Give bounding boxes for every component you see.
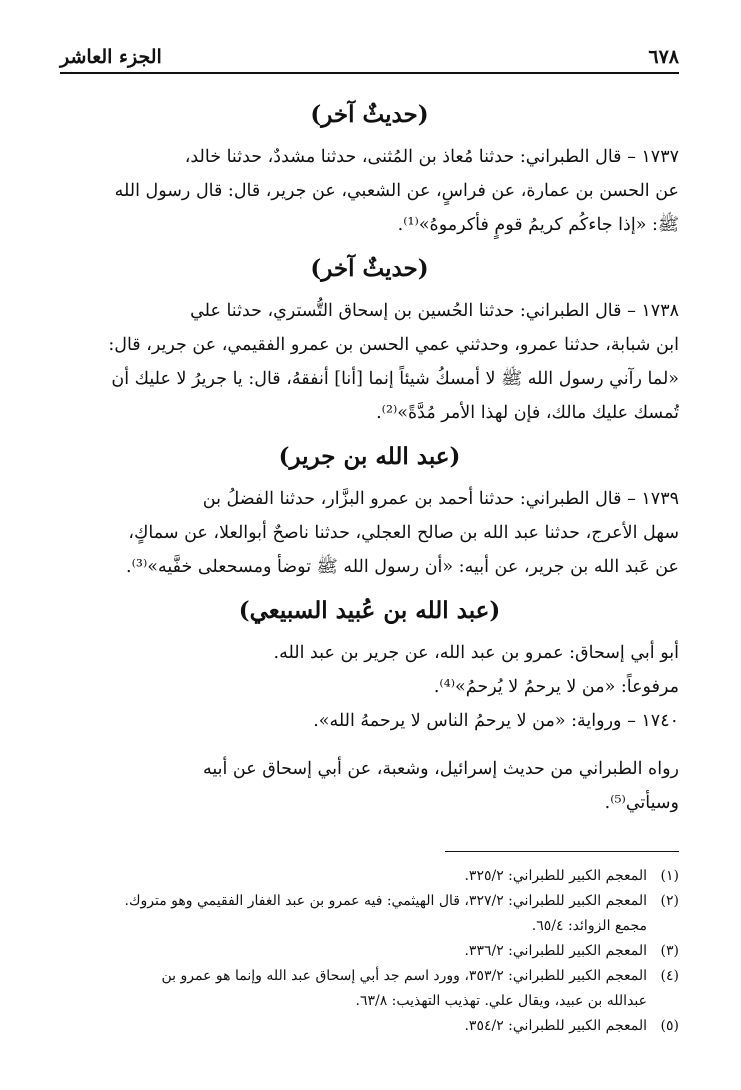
section-heading: (حديثٌ آخر) <box>310 254 429 282</box>
section-heading: (عبد الله بن جرير) <box>278 442 461 470</box>
hadith-line: ١٧٤٠ – ورواية: «من لا يرحمُ الناس لا يرحمهُ الله». <box>313 710 679 731</box>
narration-line: وسيأتي⁽⁵⁾. <box>604 792 679 813</box>
footnote <box>60 1014 679 1039</box>
volume-title: الجزء العاشر <box>60 46 162 68</box>
footnote-text: المعجم الكبير للطبراني: ٣٥٤/٢. <box>464 1018 647 1034</box>
hadith-line: ﷺ: «إذا جاءكُم كريمُ قومٍ فأكرموهُ»⁽¹⁾. <box>397 214 679 235</box>
narration-note <box>60 752 679 820</box>
section-heading: (عبد الله بن عُبيد السبيعي) <box>238 596 501 624</box>
hadith-line: ١٧٣٧ – قال الطبراني: حدثنا مُعاذ بن المُثنى، حدثنا مشددٌ، حدثنا خالد، <box>184 146 679 167</box>
footnote <box>60 914 679 939</box>
footnote-text: عبدالله بن عبيد، ويقال علي. تهذيب التهذيب: ٦٣/٨. <box>355 993 647 1009</box>
hadith-line: ابن شبابة، حدثنا عمرو، وحدثني عمي الحسن بن عمرو الفقيمي، عن جرير، قال: <box>108 334 679 355</box>
hadith-line: «لما رآني رسول الله ﷺ لا أمسكُ شيئاً إنما [أنا] أنفقهُ، قال: يا جريرُ لا عليك أن <box>111 368 679 389</box>
header-rule <box>60 72 679 74</box>
footnote <box>60 864 679 889</box>
narration-line: أبو أبي إسحاق: عمرو بن عبد الله، عن جرير بن عبد الله. <box>273 642 679 663</box>
hadith-line: ١٧٣٨ – قال الطبراني: حدثنا الحُسين بن إسحاق التُّستري، حدثنا علي <box>190 300 679 321</box>
section-hadith-1737 <box>60 100 679 242</box>
footnotes <box>60 864 679 1039</box>
footnote-text: المعجم الكبير للطبراني: ٣٣٦/٢. <box>464 943 647 959</box>
hadith-line: تُمسك عليك مالك، فإن لهذا الأمر مُدَّةً»⁽²⁾. <box>376 402 679 423</box>
footnote <box>60 889 679 914</box>
footnote-number <box>657 989 679 1014</box>
section-hadith-1738 <box>60 254 679 430</box>
hadith-line: عن الحسن بن عمارة، عن فراسٍ، عن الشعبي، عن جرير، قال: قال رسول الله <box>114 180 679 201</box>
section-hadith-1739 <box>60 442 679 584</box>
footnote-text: المعجم الكبير للطبراني: ٣٥٣/٢، وورد اسم جد أبي إسحاق عبد الله وإنما هو عمرو بن <box>161 968 647 984</box>
section-abdullah-ubaid <box>60 596 679 820</box>
running-header <box>60 32 679 68</box>
footnote-number: (٢) <box>660 893 679 909</box>
footnote-text: مجمع الزوائد: ٦٥/٤. <box>531 918 647 934</box>
footnote-number: (٤) <box>660 968 679 984</box>
narration-line: رواه الطبراني من حديث إسرائيل، وشعبة، عن أبي إسحاق عن أبيه <box>202 758 679 779</box>
footnote <box>60 989 679 1014</box>
footnote-number: (٥) <box>660 1018 679 1034</box>
section-heading: (حديثٌ آخر) <box>310 101 429 128</box>
footnote-text: المعجم الكبير للطبراني: ٣٢٥/٢. <box>464 868 647 884</box>
footnote-rule <box>445 851 679 852</box>
footnote-number <box>657 914 679 939</box>
footnote <box>60 939 679 964</box>
narration-line: مرفوعاً: «من لا يرحمُ لا يُرحمُ»⁽⁴⁾. <box>433 676 679 697</box>
footnote-number: (١) <box>660 868 679 884</box>
hadith-line: سهل الأعرج، حدثنا عبد الله بن صالح العجلي، حدثنا ناصحٌ أبوالعلا، عن سماكٍ، <box>128 522 679 543</box>
hadith-line: عن عَبد الله بن جرير، عن أبيه: «أن رسول الله ﷺ توضأ ومسحعلى خفَّيه»⁽³⁾. <box>126 556 679 577</box>
hadith-line: ١٧٣٩ – قال الطبراني: حدثنا أحمد بن عمرو البزَّار، حدثنا الفضلُ بن <box>202 488 679 509</box>
footnote-number: (٣) <box>660 943 679 959</box>
footnote-text: المعجم الكبير للطبراني: ٣٢٧/٢، قال الهيثمي: فيه عمرو بن عبد الغفار الفقيمي وهو متروك. <box>124 893 647 909</box>
page-number: ٦٧٨ <box>648 46 679 68</box>
footnote <box>60 964 679 989</box>
